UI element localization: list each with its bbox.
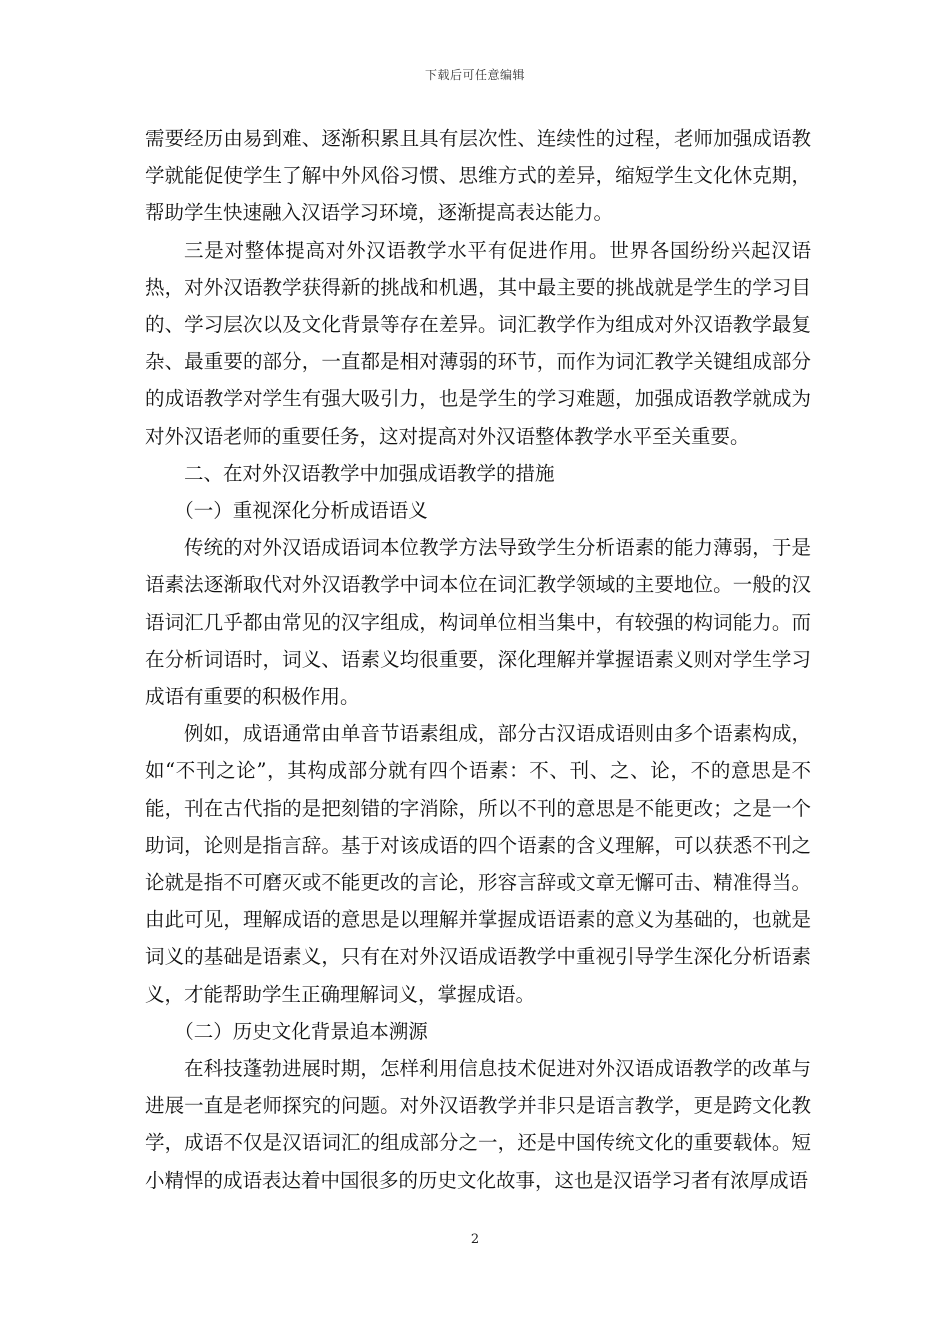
paragraph: 例如，成语通常由单音节语素组成，部分古汉语成语则由多个语素构成，如“不刊之论”，其构成部分就有四个语素：不、刊、之、论，不的意思是不能，刊在古代指的是把刻错的字消除，所以不刊的意思是不能更改；之是一个助词，论则是指言辞。基于对该成语的四个语素的含义理解，可以获悉不刊之论就是指不可磨灭或不能更改的言论，形容言辞或文章无懈可击、精准得当。由此可见，理解成语的意思是以理解并掌握成语语素的意义为基础的，也就是词义的基础是语素义，只有在对外汉语成语教学中重视引导学生深化分析语素义，才能帮助学生正确理解词义，掌握成语。 <box>145 722 811 1006</box>
section-heading: 二、在对外汉语教学中加强成语教学的措施 <box>184 461 555 485</box>
paragraph: 在科技蓬勃进展时期，怎样利用信息技术促进对外汉语成语教学的改革与进展一直是老师探究的问题。对外汉语教学并非只是语言教学，更是跨文化教学，成语不仅是汉语词汇的组成部分之一，还是中国传统文化的重要载体。短小精悍的成语表达着中国很多的历史文化故事，这也是汉语学习者有浓厚成语 <box>145 1057 811 1192</box>
page-header: 下载后可任意编辑 <box>424 68 525 82</box>
paragraph-continuation: 需要经历由易到难、逐渐积累且具有层次性、连续性的过程，老师加强成语教学就能促使学生了解中外风俗习惯、思维方式的差异，缩短学生文化休克期，帮助学生快速融入汉语学习环境，逐渐提高表达能力。 <box>145 127 811 225</box>
paragraph: 传统的对外汉语成语词本位教学方法导致学生分析语素的能力薄弱，于是语素法逐渐取代对外汉语教学中词本位在词汇教学领域的主要地位。一般的汉语词汇几乎都由常见的汉字组成，构词单位相当集中，有较强的构词能力。而在分析词语时，词义、语素义均很重要，深化理解并掌握语素义则对学生学习成语有重要的积极作用。 <box>145 536 811 709</box>
page-number: 2 <box>470 1232 480 1247</box>
paragraph: 三是对整体提高对外汉语教学水平有促进作用。世界各国纷纷兴起汉语热，对外汉语教学获得新的挑战和机遇，其中最主要的挑战就是学生的学习目的、学习层次以及文化背景等存在差异。词汇教学作为组成对外汉语教学最复杂、最重要的部分，一直都是相对薄弱的环节，而作为词汇教学关键组成部分的成语教学对学生有强大吸引力，也是学生的学习难题，加强成语教学就成为对外汉语老师的重要任务，这对提高对外汉语整体教学水平至关重要。 <box>145 238 811 448</box>
document-body <box>145 120 811 1199</box>
subsection-heading: （二）历史文化背景追本溯源 <box>174 1019 428 1043</box>
subsection-heading: （一）重视深化分析成语语义 <box>174 499 428 523</box>
